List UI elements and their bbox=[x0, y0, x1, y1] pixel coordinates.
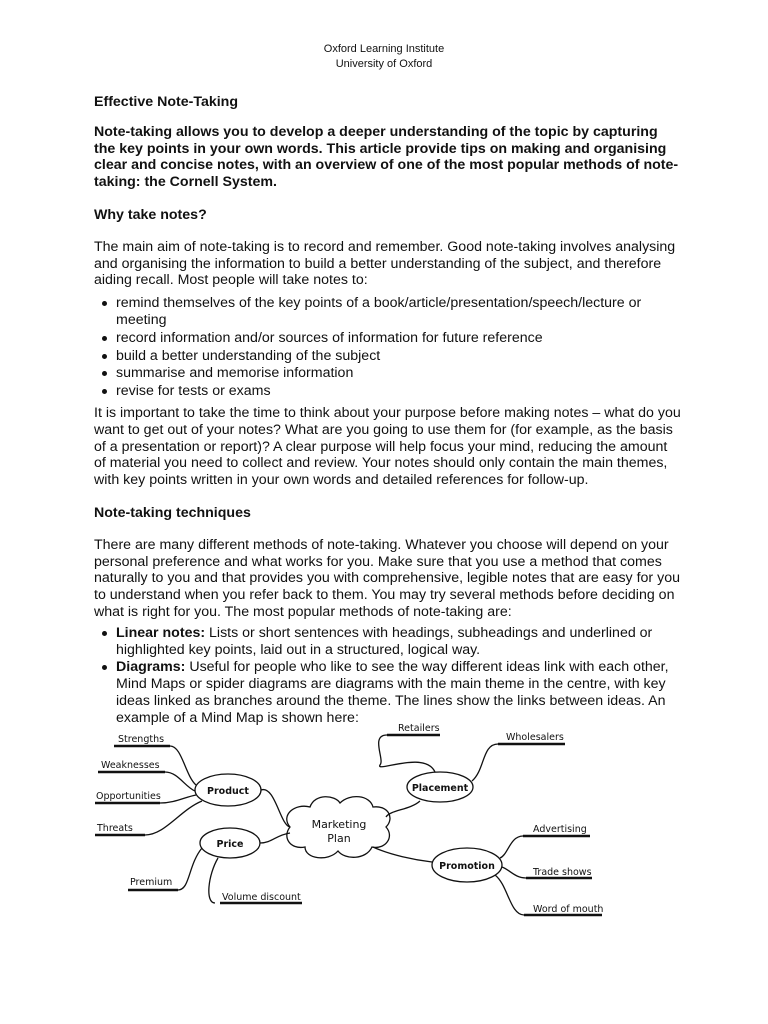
section-heading-techniques: Note-taking techniques bbox=[94, 504, 251, 521]
reasons-list bbox=[94, 295, 682, 400]
list-item: record information and/or sources of information for future reference bbox=[94, 330, 682, 347]
methods-list bbox=[94, 625, 682, 727]
mm-label-volume-discount: Volume discount bbox=[222, 892, 301, 903]
document-header bbox=[0, 42, 768, 72]
method-description: Useful for people who like to see the way different ideas link with each other, Mind Maps or spider diagrams are diagrams with the main theme in the centre, with key ideas linked as branches around the theme. The lines show the links between ideas. An example of a Mind Map is shown here: bbox=[116, 659, 669, 726]
mm-node-placement: Placement bbox=[411, 783, 469, 794]
institute-name: Oxford Learning Institute bbox=[323, 43, 445, 55]
mm-center-line1: Marketing bbox=[311, 818, 367, 831]
list-item: remind themselves of the key points of a book/article/presentation/speech/lecture or meeting bbox=[94, 295, 682, 329]
section-heading-why: Why take notes? bbox=[94, 206, 207, 223]
mm-label-advertising: Advertising bbox=[533, 824, 587, 835]
intro-paragraph: Note-taking allows you to develop a deeper understanding of the topic by capturing the key points in your own words. This article provide tips on making and organising clear and concise notes, with an overview of one of the most popular methods of note-taking: the Cornell System. bbox=[94, 123, 679, 191]
mm-node-price: Price bbox=[216, 839, 244, 850]
mm-label-opportunities: Opportunities bbox=[96, 791, 161, 802]
mm-node-promotion: Promotion bbox=[439, 861, 495, 872]
mm-label-weaknesses: Weaknesses bbox=[101, 760, 160, 771]
mm-label-premium: Premium bbox=[130, 877, 173, 888]
purpose-paragraph: It is important to take the time to think about your purpose before making notes – what do you want to get out of your notes? What are you going to use them for (for example, as the basis of a presentation or report)? A clear purpose will help focus your mind, reducing the amount of material you need to collect and review. Your notes should only contain the main themes, with key points written in your own words and detailed references for follow-up. bbox=[94, 404, 681, 489]
mm-node-product: Product bbox=[207, 786, 249, 797]
method-description: Lists or short sentences with headings, subheadings and underlined or highlighted key points, laid out in a structured, logical way. bbox=[116, 624, 653, 658]
why-paragraph: The main aim of note-taking is to record and remember. Good note-taking involves analysing and organising the information to build a better understanding of the subject, and therefore aiding recall. Most people will take notes to: bbox=[94, 238, 676, 289]
method-term: Linear notes: bbox=[116, 624, 206, 641]
mm-label-word-of-mouth: Word of mouth bbox=[533, 904, 604, 915]
mm-label-threats: Threats bbox=[97, 823, 133, 834]
university-name: University of Oxford bbox=[335, 58, 433, 70]
mm-label-strengths: Strengths bbox=[118, 734, 165, 745]
list-item: build a better understanding of the subject bbox=[94, 348, 682, 365]
mm-label-trade-shows: Trade shows bbox=[533, 867, 592, 878]
list-item: revise for tests or exams bbox=[94, 383, 682, 400]
mind-map-diagram bbox=[90, 715, 610, 925]
mm-center-line2: Plan bbox=[327, 832, 351, 845]
techniques-paragraph: There are many different methods of note-taking. Whatever you choose will depend on your personal preference and what works for you. Make sure that you use a method that comes naturally to you and that provides you with comprehensive, legible notes that are easy for you to understand when you refer back to them. You may try several methods before deciding on what is right for you. The most popular methods of note-taking are: bbox=[94, 536, 680, 620]
mm-label-wholesalers: Wholesalers bbox=[506, 732, 564, 743]
method-term: Diagrams: bbox=[116, 659, 186, 676]
mm-label-retailers: Retailers bbox=[398, 723, 440, 734]
list-item bbox=[94, 625, 682, 659]
document-body bbox=[94, 94, 682, 732]
page-title: Effective Note-Taking bbox=[94, 94, 239, 110]
list-item: summarise and memorise information bbox=[94, 365, 682, 382]
